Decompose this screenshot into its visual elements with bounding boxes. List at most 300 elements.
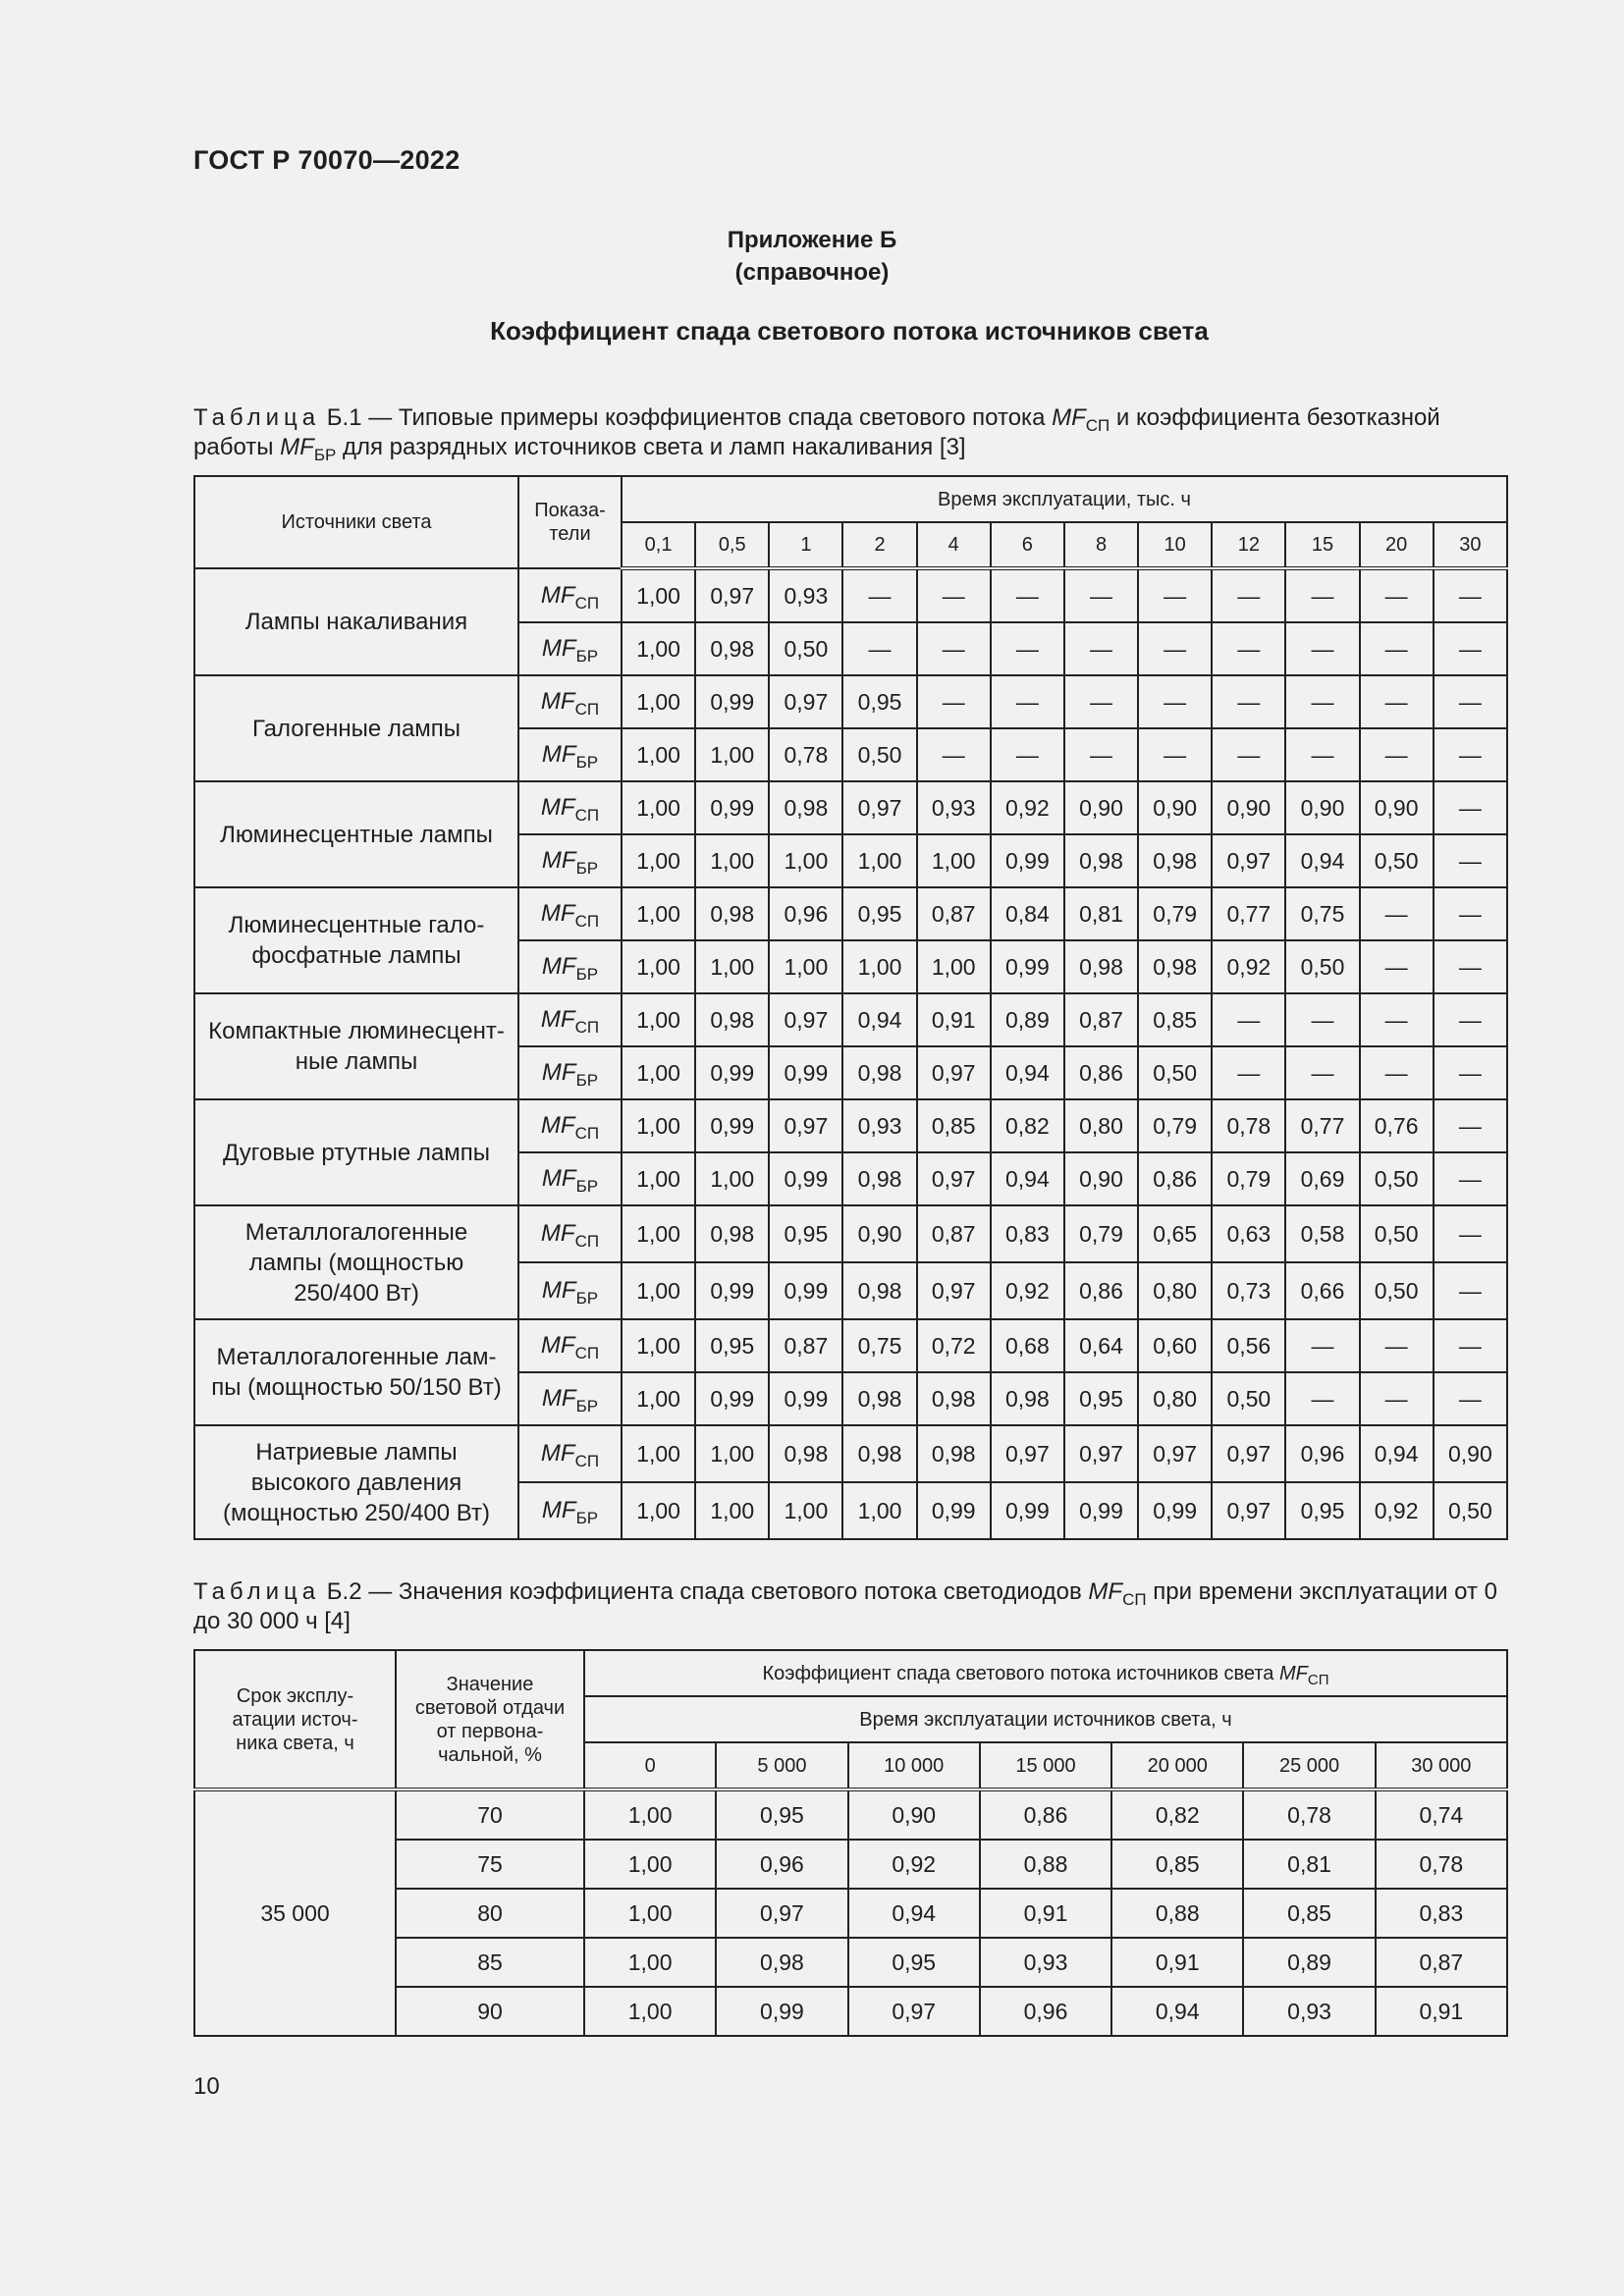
table-cell: 0,72 <box>917 1319 991 1372</box>
table-cell: 0,88 <box>980 1840 1111 1889</box>
table-cell: 0,93 <box>1243 1987 1375 2036</box>
table-cell: 0,80 <box>1138 1262 1212 1319</box>
table-cell: 0,90 <box>1138 781 1212 834</box>
table-cell: 0,91 <box>980 1889 1111 1938</box>
table-cell: 0,91 <box>1376 1987 1507 2036</box>
table-cell: 0,99 <box>1138 1482 1212 1539</box>
table-cell: — <box>1360 887 1434 940</box>
table-cell: 0,60 <box>1138 1319 1212 1372</box>
table-cell: 1,00 <box>622 1152 695 1205</box>
table-cell: 0,95 <box>695 1319 769 1372</box>
table-cell: 0,79 <box>1212 1152 1285 1205</box>
table-cell: 0,97 <box>991 1425 1064 1482</box>
table-cell: 1,00 <box>842 940 916 993</box>
table-row <box>194 781 1507 834</box>
table-cell: 1,00 <box>769 940 842 993</box>
table-cell: 0,50 <box>1360 1152 1434 1205</box>
table-cell: 1,00 <box>622 1319 695 1372</box>
table-cell: 0,98 <box>842 1425 916 1482</box>
table-cell: — <box>1064 568 1138 622</box>
table-cell: 0,50 <box>1212 1372 1285 1425</box>
table-cell: 1,00 <box>695 1152 769 1205</box>
indicator-sp: $MF_{СП}$ <box>518 1205 622 1262</box>
table-cell: 0,50 <box>1360 1205 1434 1262</box>
table2-time-header: 20 000 <box>1111 1742 1243 1789</box>
table-cell: 0,80 <box>1064 1099 1138 1152</box>
table-cell: 0,86 <box>1064 1046 1138 1099</box>
table1-header-time: Время эксплуатации, тыс. ч <box>622 476 1507 522</box>
table-cell: — <box>1064 728 1138 781</box>
indicator-br: $MF_{БР}$ <box>518 1046 622 1099</box>
table-cell: 0,95 <box>716 1789 847 1840</box>
table-cell: — <box>1434 622 1507 675</box>
table-cell: — <box>1434 728 1507 781</box>
table-cell: 0,50 <box>1138 1046 1212 1099</box>
table-cell: 0,77 <box>1212 887 1285 940</box>
indicator-br: $MF_{БР}$ <box>518 1262 622 1319</box>
table-cell: 1,00 <box>622 940 695 993</box>
table-cell: 0,63 <box>1212 1205 1285 1262</box>
light-source-name: Галогенные лампы <box>194 675 518 781</box>
table-cell: — <box>842 568 916 622</box>
table-cell: 0,95 <box>848 1938 980 1987</box>
table2-time-header: 15 000 <box>980 1742 1111 1789</box>
table-cell: — <box>1138 675 1212 728</box>
table-cell: 1,00 <box>622 1046 695 1099</box>
table-cell: — <box>917 568 991 622</box>
indicator-sp: $MF_{СП}$ <box>518 887 622 940</box>
light-source-name: Натриевые лампы высокого давления (мощностью 250/400 Вт) <box>194 1425 518 1539</box>
table-cell: 0,83 <box>1376 1889 1507 1938</box>
table-cell: 0,89 <box>991 993 1064 1046</box>
table-cell: 0,50 <box>1360 834 1434 887</box>
service-life: 35 000 <box>194 1789 396 2036</box>
table-cell: 0,82 <box>1111 1789 1243 1840</box>
indicator-br: $MF_{БР}$ <box>518 834 622 887</box>
table-cell: — <box>1434 1319 1507 1372</box>
table-cell: 0,95 <box>1064 1372 1138 1425</box>
light-source-name: Люминесцентные гало- фосфатные лампы <box>194 887 518 993</box>
table-cell: 0,50 <box>769 622 842 675</box>
table-cell: 0,95 <box>842 675 916 728</box>
table-cell: — <box>917 728 991 781</box>
table-cell: 0,94 <box>1111 1987 1243 2036</box>
table-cell: 0,95 <box>769 1205 842 1262</box>
table-cell: 0,98 <box>1064 834 1138 887</box>
table-cell: — <box>991 728 1064 781</box>
table-cell: 0,99 <box>695 675 769 728</box>
table-cell: — <box>1360 622 1434 675</box>
table-cell: — <box>1360 675 1434 728</box>
table-cell: 0,78 <box>1212 1099 1285 1152</box>
appendix-note: (справочное) <box>734 259 890 286</box>
table1-time-header: 15 <box>1285 522 1359 568</box>
table2-header-coefficient: Коэффициент спада светового потока источников света $MF_{СП}$ <box>584 1650 1507 1696</box>
table-cell: — <box>842 622 916 675</box>
table-cell: 0,79 <box>1064 1205 1138 1262</box>
table2-time-header: 10 000 <box>848 1742 980 1789</box>
table-cell: — <box>1064 622 1138 675</box>
table-cell: 0,98 <box>716 1938 847 1987</box>
table-cell: 0,99 <box>991 940 1064 993</box>
table-cell: 0,69 <box>1285 1152 1359 1205</box>
table-cell: 0,93 <box>769 568 842 622</box>
indicator-sp: $MF_{СП}$ <box>518 1425 622 1482</box>
table-cell: — <box>991 622 1064 675</box>
table2-time-header: 0 <box>584 1742 716 1789</box>
table-cell: — <box>1285 568 1359 622</box>
table2-header-value: Значение световой отдачи от первона- чальной, % <box>396 1650 584 1789</box>
table-cell: — <box>991 675 1064 728</box>
table-cell: 0,87 <box>917 887 991 940</box>
table-cell: 0,98 <box>695 622 769 675</box>
table-cell: 0,94 <box>848 1889 980 1938</box>
table1-time-header: 2 <box>842 522 916 568</box>
document-header: ГОСТ Р 70070—2022 <box>193 145 460 175</box>
table-cell: 0,99 <box>769 1152 842 1205</box>
table-cell: 0,86 <box>1064 1262 1138 1319</box>
table-cell: 1,00 <box>917 940 991 993</box>
table-cell: 0,86 <box>1138 1152 1212 1205</box>
table-cell: 0,64 <box>1064 1319 1138 1372</box>
table-cell: 0,94 <box>991 1046 1064 1099</box>
table-cell: 1,00 <box>622 728 695 781</box>
table-cell: 0,98 <box>917 1372 991 1425</box>
table-cell: — <box>1138 568 1212 622</box>
indicator-sp: $MF_{СП}$ <box>518 781 622 834</box>
section-title: Коэффициент спада светового потока источников света <box>490 316 1209 346</box>
table-cell: — <box>1212 622 1285 675</box>
table2-header-time: Время эксплуатации источников света, ч <box>584 1696 1507 1742</box>
table-cell: 0,98 <box>1064 940 1138 993</box>
table-cell: 0,87 <box>769 1319 842 1372</box>
table-cell: 0,90 <box>848 1789 980 1840</box>
table-cell: 0,91 <box>1111 1938 1243 1987</box>
table-cell: 0,85 <box>917 1099 991 1152</box>
table-cell: 0,97 <box>842 781 916 834</box>
table2-time-header: 25 000 <box>1243 1742 1375 1789</box>
indicator-br: $MF_{БР}$ <box>518 1372 622 1425</box>
table-cell: 0,99 <box>695 1099 769 1152</box>
light-source-name: Люминесцентные лампы <box>194 781 518 887</box>
table-cell: 0,92 <box>991 1262 1064 1319</box>
table-cell: 0,99 <box>695 1046 769 1099</box>
table-cell: 0,97 <box>917 1262 991 1319</box>
table-cell: — <box>1434 940 1507 993</box>
table-row <box>194 568 1507 622</box>
table-cell: 1,00 <box>584 1987 716 2036</box>
table-cell: 0,98 <box>991 1372 1064 1425</box>
page-number: 10 <box>193 2073 220 2100</box>
table1-header-sources: Источники света <box>194 476 518 568</box>
table-cell: 0,93 <box>917 781 991 834</box>
table-cell: — <box>1138 728 1212 781</box>
table-cell: 0,97 <box>848 1987 980 2036</box>
table-cell: 0,93 <box>980 1938 1111 1987</box>
table-cell: — <box>991 568 1064 622</box>
table-cell: — <box>1285 728 1359 781</box>
table-cell: 0,90 <box>1360 781 1434 834</box>
table1-time-header: 12 <box>1212 522 1285 568</box>
table-cell: — <box>1434 1205 1507 1262</box>
table-cell: 0,99 <box>695 1262 769 1319</box>
table-cell: — <box>1285 1372 1359 1425</box>
indicator-br: $MF_{БР}$ <box>518 1152 622 1205</box>
table2-caption-prefix: Таблица <box>193 1578 321 1605</box>
table-cell: 0,50 <box>1285 940 1359 993</box>
table-cell: 0,91 <box>917 993 991 1046</box>
table-cell: 0,98 <box>695 887 769 940</box>
table-cell: 1,00 <box>622 1372 695 1425</box>
table-cell: — <box>917 675 991 728</box>
indicator-br: $MF_{БР}$ <box>518 1482 622 1539</box>
table-cell: 0,99 <box>769 1046 842 1099</box>
table-cell: 0,90 <box>1434 1425 1507 1482</box>
table-cell: 1,00 <box>622 675 695 728</box>
table-cell: 0,87 <box>917 1205 991 1262</box>
table-cell: 0,98 <box>917 1425 991 1482</box>
table-cell: — <box>1285 993 1359 1046</box>
table2 <box>193 1649 1508 2037</box>
table1-time-header: 1 <box>769 522 842 568</box>
table-cell: 0,99 <box>695 781 769 834</box>
table-cell: 0,92 <box>848 1840 980 1889</box>
table-cell: 0,90 <box>1064 781 1138 834</box>
table-cell: 1,00 <box>695 1425 769 1482</box>
table-cell: 0,95 <box>1285 1482 1359 1539</box>
table-cell: 1,00 <box>917 834 991 887</box>
table-cell: — <box>1434 1152 1507 1205</box>
table-cell: 0,73 <box>1212 1262 1285 1319</box>
indicator-sp: $MF_{СП}$ <box>518 568 622 622</box>
table-cell: 0,75 <box>842 1319 916 1372</box>
table-cell: — <box>1434 887 1507 940</box>
luminous-efficacy-value: 80 <box>396 1889 584 1938</box>
table-cell: — <box>1434 1046 1507 1099</box>
table-cell: 1,00 <box>584 1840 716 1889</box>
table-cell: 0,98 <box>695 1205 769 1262</box>
table-cell: 1,00 <box>622 568 695 622</box>
luminous-efficacy-value: 90 <box>396 1987 584 2036</box>
table-cell: 0,93 <box>842 1099 916 1152</box>
table-cell: 0,78 <box>1243 1789 1375 1840</box>
table-cell: — <box>1285 1319 1359 1372</box>
table-cell: 0,92 <box>1212 940 1285 993</box>
table-cell: 1,00 <box>695 1482 769 1539</box>
table-cell: 0,98 <box>769 1425 842 1482</box>
table-cell: 0,85 <box>1138 993 1212 1046</box>
table-cell: — <box>1285 675 1359 728</box>
table-cell: — <box>1360 1372 1434 1425</box>
table-cell: 0,97 <box>1138 1425 1212 1482</box>
table1-time-header: 8 <box>1064 522 1138 568</box>
indicator-sp: $MF_{СП}$ <box>518 1319 622 1372</box>
table-cell: 0,99 <box>769 1262 842 1319</box>
table-cell: 0,85 <box>1243 1889 1375 1938</box>
table-cell: 0,97 <box>769 1099 842 1152</box>
table-cell: 0,98 <box>695 993 769 1046</box>
table-cell: 0,98 <box>842 1152 916 1205</box>
table-cell: 0,89 <box>1243 1938 1375 1987</box>
table1-caption-number: Б.1 <box>326 404 362 431</box>
table1-time-header: 30 <box>1434 522 1507 568</box>
table-cell: — <box>1285 622 1359 675</box>
table-row <box>194 1789 1507 1840</box>
table-cell: 0,98 <box>842 1262 916 1319</box>
table-cell: 0,88 <box>1111 1889 1243 1938</box>
table-cell: 1,00 <box>695 728 769 781</box>
table-cell: 0,81 <box>1064 887 1138 940</box>
table-cell: 1,00 <box>622 1482 695 1539</box>
table2-caption-number: Б.2 <box>326 1578 362 1605</box>
table-cell: 0,90 <box>1064 1152 1138 1205</box>
table-row <box>194 675 1507 728</box>
table-row <box>194 993 1507 1046</box>
table-cell: 0,96 <box>716 1840 847 1889</box>
table-cell: 0,97 <box>769 993 842 1046</box>
table-cell: 0,97 <box>716 1889 847 1938</box>
table-cell: — <box>1434 1262 1507 1319</box>
table-cell: 0,78 <box>1376 1840 1507 1889</box>
table2-header-term: Срок эксплу- атации источ- ника света, ч <box>194 1650 396 1789</box>
table-cell: 0,78 <box>769 728 842 781</box>
table-cell: — <box>1434 568 1507 622</box>
table-cell: 0,81 <box>1243 1840 1375 1889</box>
table-cell: — <box>1212 728 1285 781</box>
table-cell: 0,80 <box>1138 1372 1212 1425</box>
table-row <box>194 887 1507 940</box>
table-cell: 0,96 <box>769 887 842 940</box>
table-cell: 1,00 <box>622 834 695 887</box>
indicator-sp: $MF_{СП}$ <box>518 1099 622 1152</box>
light-source-name: Металлогалогенные лам- пы (мощностью 50/150 Вт) <box>194 1319 518 1425</box>
table-cell: 0,98 <box>1138 834 1212 887</box>
table-cell: 1,00 <box>769 834 842 887</box>
table-cell: 1,00 <box>584 1889 716 1938</box>
table-cell: — <box>1212 568 1285 622</box>
table-cell: 0,97 <box>917 1152 991 1205</box>
table-cell: 0,58 <box>1285 1205 1359 1262</box>
table-cell: 0,86 <box>980 1789 1111 1840</box>
table-cell: — <box>917 622 991 675</box>
table-cell: 0,65 <box>1138 1205 1212 1262</box>
table-cell: 0,96 <box>980 1987 1111 2036</box>
table-cell: — <box>1212 675 1285 728</box>
table-cell: 0,83 <box>991 1205 1064 1262</box>
table-cell: 0,94 <box>842 993 916 1046</box>
table-cell: 0,87 <box>1064 993 1138 1046</box>
table1-caption-prefix: Таблица <box>193 404 321 431</box>
table-cell: 0,97 <box>769 675 842 728</box>
table-cell: 0,92 <box>991 781 1064 834</box>
table-cell: 0,90 <box>1212 781 1285 834</box>
table1-time-header: 0,1 <box>622 522 695 568</box>
table-cell: 0,98 <box>1138 940 1212 993</box>
table-cell: 0,97 <box>1064 1425 1138 1482</box>
light-source-name: Компактные люминесцент- ные лампы <box>194 993 518 1099</box>
table-cell: 1,00 <box>622 1099 695 1152</box>
table1-header-indicators: Показа- тели <box>518 476 622 568</box>
table-cell: 0,94 <box>1360 1425 1434 1482</box>
table1-time-header: 4 <box>917 522 991 568</box>
table-cell: 0,50 <box>842 728 916 781</box>
table-cell: — <box>1360 728 1434 781</box>
table-cell: — <box>1360 940 1434 993</box>
table-cell: 0,94 <box>991 1152 1064 1205</box>
table-row <box>194 1425 1507 1482</box>
table-cell: 0,98 <box>842 1046 916 1099</box>
table-cell: 0,87 <box>1376 1938 1507 1987</box>
table1-time-header: 6 <box>991 522 1064 568</box>
table-cell: 1,00 <box>622 1425 695 1482</box>
table-cell: 0,90 <box>1285 781 1359 834</box>
table-cell: 0,97 <box>1212 834 1285 887</box>
table-cell: 1,00 <box>622 1205 695 1262</box>
table-cell: — <box>1434 1372 1507 1425</box>
table-row <box>194 1099 1507 1152</box>
table1-caption: Таблица Б.1 — Типовые примеры коэффициентов спада светового потока $MF_{СП}$ и коэффициента безотказной работы $MF_{БР}$ для разрядных источников света и ламп накаливания [3] <box>193 404 1440 464</box>
table-cell: — <box>1360 1319 1434 1372</box>
table-cell: — <box>1212 993 1285 1046</box>
table-cell: — <box>1360 1046 1434 1099</box>
table-cell: 0,90 <box>842 1205 916 1262</box>
appendix-title: Приложение Б <box>727 227 897 253</box>
table-cell: — <box>1434 993 1507 1046</box>
indicator-sp: $MF_{СП}$ <box>518 993 622 1046</box>
table-cell: — <box>1434 834 1507 887</box>
table-cell: — <box>1212 1046 1285 1099</box>
table-cell: 0,75 <box>1285 887 1359 940</box>
indicator-br: $MF_{БР}$ <box>518 622 622 675</box>
table-cell: 0,99 <box>917 1482 991 1539</box>
table-cell: 0,99 <box>695 1372 769 1425</box>
table-cell: 0,98 <box>842 1372 916 1425</box>
table-cell: 1,00 <box>769 1482 842 1539</box>
table-cell: 1,00 <box>622 993 695 1046</box>
table-cell: 0,97 <box>1212 1482 1285 1539</box>
table-cell: 0,98 <box>769 781 842 834</box>
luminous-efficacy-value: 70 <box>396 1789 584 1840</box>
table-cell: 1,00 <box>842 1482 916 1539</box>
table-cell: 0,95 <box>842 887 916 940</box>
table-cell: 0,76 <box>1360 1099 1434 1152</box>
indicator-br: $MF_{БР}$ <box>518 940 622 993</box>
table-cell: 1,00 <box>584 1938 716 1987</box>
table-cell: — <box>1360 568 1434 622</box>
table-cell: 1,00 <box>622 622 695 675</box>
light-source-name: Металлогалогенные лампы (мощностью 250/400 Вт) <box>194 1205 518 1319</box>
table-cell: 0,94 <box>1285 834 1359 887</box>
table-cell: 0,82 <box>991 1099 1064 1152</box>
table-cell: 0,97 <box>695 568 769 622</box>
luminous-efficacy-value: 85 <box>396 1938 584 1987</box>
table-cell: 0,66 <box>1285 1262 1359 1319</box>
table-cell: 1,00 <box>584 1789 716 1840</box>
table-cell: — <box>1138 622 1212 675</box>
table-cell: 0,85 <box>1111 1840 1243 1889</box>
table-cell: 0,99 <box>991 1482 1064 1539</box>
table-cell: 1,00 <box>695 940 769 993</box>
table-cell: 1,00 <box>842 834 916 887</box>
table-cell: 0,99 <box>769 1372 842 1425</box>
table-cell: — <box>1285 1046 1359 1099</box>
table-cell: 1,00 <box>622 1262 695 1319</box>
table-cell: 0,77 <box>1285 1099 1359 1152</box>
table-cell: 0,56 <box>1212 1319 1285 1372</box>
table-cell: — <box>1434 1099 1507 1152</box>
table-cell: 0,97 <box>1212 1425 1285 1482</box>
table-cell: 0,99 <box>991 834 1064 887</box>
